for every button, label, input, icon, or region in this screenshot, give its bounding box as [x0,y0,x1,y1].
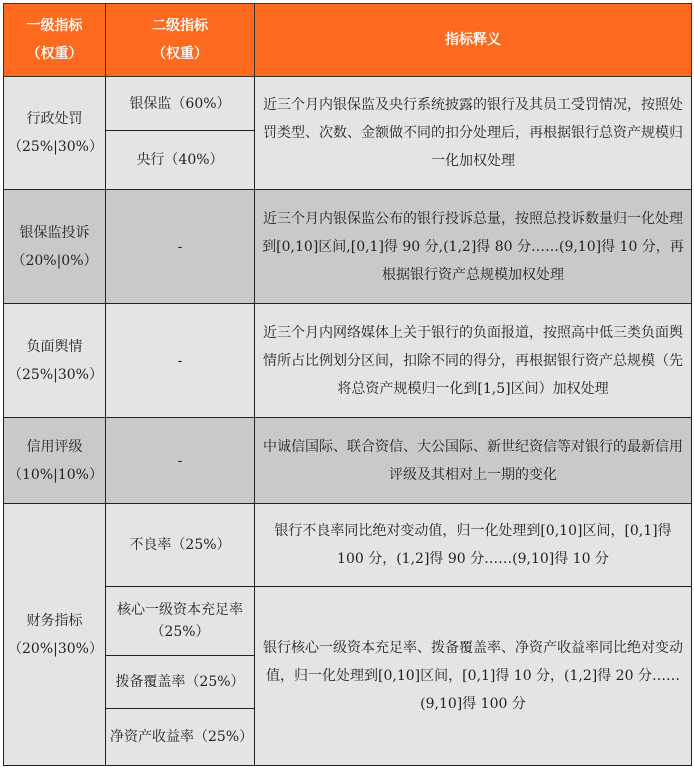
header-level2-label: 二级指标 [152,18,208,34]
table-row [4,504,692,587]
explanation-cell: 近三个月内银保监公布的银行投诉总量，按照总投诉数量归一化处理到[0,10]区间,[0,1]得 90 分,(1,2]得 80 分……(9,10]得 10 分，再根据银行资产总规模加权处理 [255,190,692,304]
level1-cell [4,504,106,766]
header-row [4,4,692,77]
level1-weight: （25%|30%） [8,366,103,383]
level1-weight: （10%|10%） [8,466,103,483]
indicator-table [3,3,692,766]
level1-name: 银保监投诉 [19,224,90,241]
level2-cell: - [106,304,255,418]
level1-cell [4,190,106,304]
explanation-cell: 近三个月内网络媒体上关于银行的负面报道，按照高中低三类负面舆情所占比例划分区间，扣除不同的得分，再根据银行资产总规模（先将总资产规模归一化到[1,5]区间）加权处理 [255,304,692,418]
header-level1-weight: （权重） [26,46,83,62]
header-level2 [106,4,255,77]
level1-weight: （20%|30%） [8,640,103,657]
level1-name: 负面舆情 [26,338,83,355]
table-row [4,304,692,418]
table-row [4,190,692,304]
explanation-cell: 近三个月内银保监及央行系统披露的银行及其员工受罚情况，按照处罚类型、次数、金额做不同的扣分处理后，再根据银行总资产规模归一化加权处理 [255,77,692,190]
level1-weight: （20%|0%） [11,252,98,269]
table-row [4,418,692,504]
header-explanation: 指标释义 [255,4,692,77]
level1-name: 财务指标 [26,612,83,629]
level2-cell: 银保监（60%） [106,77,255,131]
level2-cell: 不良率（25%） [106,504,255,587]
explanation-cell: 中诚信国际、联合资信、大公国际、新世纪资信等对银行的最新信用评级及其相对上一期的变化 [255,418,692,504]
explanation-cell: 银行不良率同比绝对变动值，归一化处理到[0,10]区间，[0,1]得 100 分，(1,2]得 90 分……(9,10]得 10 分 [255,504,692,587]
level1-name: 行政处罚 [26,111,83,127]
level1-cell [4,304,106,418]
level2-cell: 拨备覆盖率（25%） [106,656,255,709]
level1-cell [4,418,106,504]
level2-cell: - [106,418,255,504]
header-level1-label: 一级指标 [26,18,83,34]
level2-cell: 净资产收益率（25%） [106,709,255,766]
header-level1 [4,4,106,77]
level2-cell: - [106,190,255,304]
level2-cell: 央行（40%） [106,131,255,190]
level1-weight: （25%|30%） [8,139,103,155]
table-row [4,77,692,131]
explanation-cell: 银行核心一级资本充足率、拨备覆盖率、净资产收益率同比绝对变动值，归一化处理到[0,10]区间，[0,1]得 10 分，(1,2]得 20 分……(9,10]得 100 分 [255,587,692,766]
level1-cell [4,77,106,190]
level1-name: 信用评级 [26,438,83,455]
table-row [4,587,692,656]
header-level2-weight: （权重） [152,46,208,62]
level2-cell: 核心一级资本充足率（25%） [106,587,255,656]
